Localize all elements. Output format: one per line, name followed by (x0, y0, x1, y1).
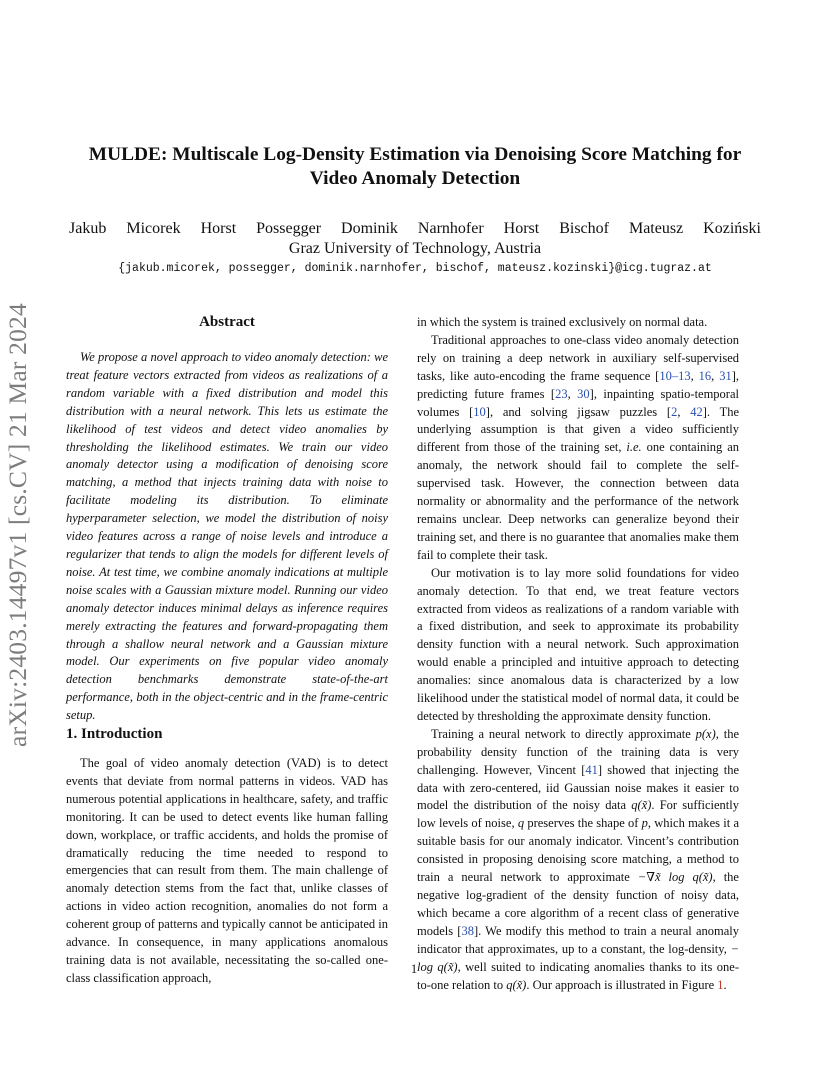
paper-title (60, 143, 770, 191)
citation-link[interactable]: 41 (585, 762, 598, 777)
right-paragraph-3 (417, 726, 739, 995)
right-paragraph-1: Traditional approaches to one-class video anomaly detection rely on training a deep network in auxiliary self-supervised tasks, like auto-encoding the frame sequence [10–13, 16, 31], predicting future frames [23, 30], inpainting spatio-temporal volumes [10], and solving jigsaw puzzles [2, 42]. The underlying assumption is that given a video sufficiently different from those of the training set, i.e. one containing an anomaly, the network should fail to complete the self-supervised task. However, the connection between data normality or abnormality and the performance of the network remains unclear. Deep networks can generalize beyond their training set, and there is no guarantee that anomalies make them fail to complete their task. (417, 332, 740, 562)
text-run: ]. We modify this method to train a neural anomaly indicator that approximates, up to a constant, the log-density, (417, 923, 739, 956)
title-line-2: Video Anomaly Detection (309, 168, 521, 189)
text-run: ], predicting future frames [ (417, 368, 740, 401)
math-expression: q(x̃) (631, 798, 652, 813)
citation-link[interactable]: 16 (698, 368, 712, 383)
right-paragraph-2: Our motivation is to lay more solid foundations for video anomaly detection. To that end, we treat feature vectors extracted from videos as realizations of a random variable with a fixed distribution, and seek to approximate its probability density function with a neural network. Such approximation would enable a principled and intuitive approach to detecting anomalies: since anomalous data is characterized by a low likelihood under the statistical model of normal data, it could be detected by thresholding the approximate density function. (417, 565, 739, 723)
right-paragraph-0: in which the system is trained exclusively on normal data. (417, 315, 708, 329)
authors: Jakub Micorek Horst Possegger Dominik Narnhofer Horst Bischof Mateusz Koziński (69, 220, 761, 237)
citation-link[interactable]: 30 (577, 386, 590, 401)
abstract-heading: Abstract (199, 314, 255, 330)
math-expression: q (517, 816, 525, 831)
text-run: ], inpainting spatio-temporal volumes [ (417, 386, 739, 419)
text-run: ] showed that injecting the data with zero-centered, iid Gaussian noise makes it easier to model the distribution of the noisy data (417, 762, 739, 813)
citation-link[interactable]: 38 (461, 923, 474, 938)
text-run: Traditional approaches to one-class video anomaly detection rely on training a deep network in auxiliary self-supervised tasks, like auto-encoding the frame sequence [ (417, 332, 739, 383)
arxiv-stamp (0, 290, 36, 760)
text-run: preserves the shape of (524, 816, 642, 831)
text-run: , which makes it a suitable basis for our anomaly indicator. Vincent’s contribution consisted in proposing denoising score matching, a method to train a neural network to approximate (417, 816, 739, 885)
citation-link[interactable]: 10 (473, 404, 486, 419)
abstract-body: We propose a novel approach to video anomaly detection: we treat feature vectors extracted from videos as realizations of a random variable with a fixed distribution and model this distribution with a neural network. This lets us estimate the likelihood of test videos and detect video anomalies by thresholding the likelihood estimates. We train our video anomaly detector using a modification of denoising score matching, a method that injects training data with noise to facilitate modeling its distribution. To eliminate hyperparameter selection, we model the distribution of noisy video features across a range of noise levels and introduce a regularizer that tends to align the models for different levels of noise. At test time, we combine anomaly indications at multiple noise scales with a Gaussian mixture model. Running our video anomaly detector induces minimal delays as inference requires merely extracting the features and forward-propagating them through a shallow neural network and a Gaussian mixture model. Our experiments on five popular video anomaly detection benchmarks demonstrate state-of-the-art performance, both in the object-centric and in the frame-centric setup. (66, 350, 388, 723)
text-run: Training a neural network to directly approximate (431, 726, 696, 741)
author-emails: {jakub.micorek, possegger, dominik.narnhofer, bischof, mateusz.kozinski}@icg.tugraz.at (118, 262, 712, 275)
citation-link[interactable]: 31 (719, 368, 732, 383)
citation-link[interactable]: 42 (690, 404, 703, 419)
math-expression: p (641, 816, 648, 831)
text-run: , the negative log-gradient of the density function of noisy data, which became a core algorithm of a recent class of generative models [ (417, 870, 739, 938)
text-run: , the probability density function of the training data is very challenging. However, Vincent [ (417, 726, 739, 777)
title-line-1: MULDE: Multiscale Log-Density Estimation via Denoising Score Matching for (88, 144, 742, 165)
citation-link[interactable]: 23 (555, 386, 568, 401)
math-expression: p(x) (695, 726, 716, 741)
math-expression: − log q(x̃) (417, 941, 739, 974)
text-run: . For sufficiently low levels of noise, (417, 798, 739, 831)
text-run: . (723, 977, 727, 992)
intro-paragraph-1: The goal of video anomaly detection (VAD) is to detect events that deviate from normal patterns in videos. VAD has numerous potential applications in healthcare, safety, and traffic monitoring. It can be used to detect events like human falling down, workplace, or traffic accidents, and holds the promise of dramatically reducing the time needed to respond to emergencies that can result from them. The main challenge of anomaly detection stems from the fact that, unlike classes of actions in video action recognition, anomalies do not form a coherent group of patterns and typically cannot be anticipated in advance. In consequence, in many applications anomalous training data is not available, necessitating the so-called one-class classification approach, (66, 756, 388, 985)
citation-link[interactable]: 2 (671, 404, 678, 419)
citation-link[interactable]: 10–13 (659, 368, 691, 383)
intro-heading: 1. Introduction (66, 726, 163, 742)
figure-link[interactable]: 1 (717, 977, 724, 992)
text-run: . Our approach is illustrated in Figure (526, 977, 718, 992)
text-run: ]. The underlying assumption is that given a video sufficiently different from those of the training set, (417, 404, 739, 455)
text-run: i.e. (626, 440, 642, 455)
page-number: 1 (410, 962, 418, 976)
text-run: ], and solving jigsaw puzzles [ (485, 404, 672, 419)
text-run: one containing an anomaly, the network should fail to complete the self-supervised task. However, the connection between data normality or abnormality and the performance of the network remains unclear. Deep networks can generalize beyond their training set, and there is no guarantee that anomalies make them fail to complete their task. (417, 440, 739, 562)
affiliation: Graz University of Technology, Austria (288, 240, 542, 257)
right-column (417, 314, 739, 994)
text-run: , well suited to indicating anomalies thanks to its one-to-one relation to (417, 959, 739, 992)
arxiv-stamp-text: arXiv:2403.14497v1 [cs.CV] 21 Mar 2024 (3, 303, 32, 747)
math-expression: −∇x̃ log q(x̃) (637, 870, 713, 885)
math-expression: q(x̃) (506, 977, 527, 992)
